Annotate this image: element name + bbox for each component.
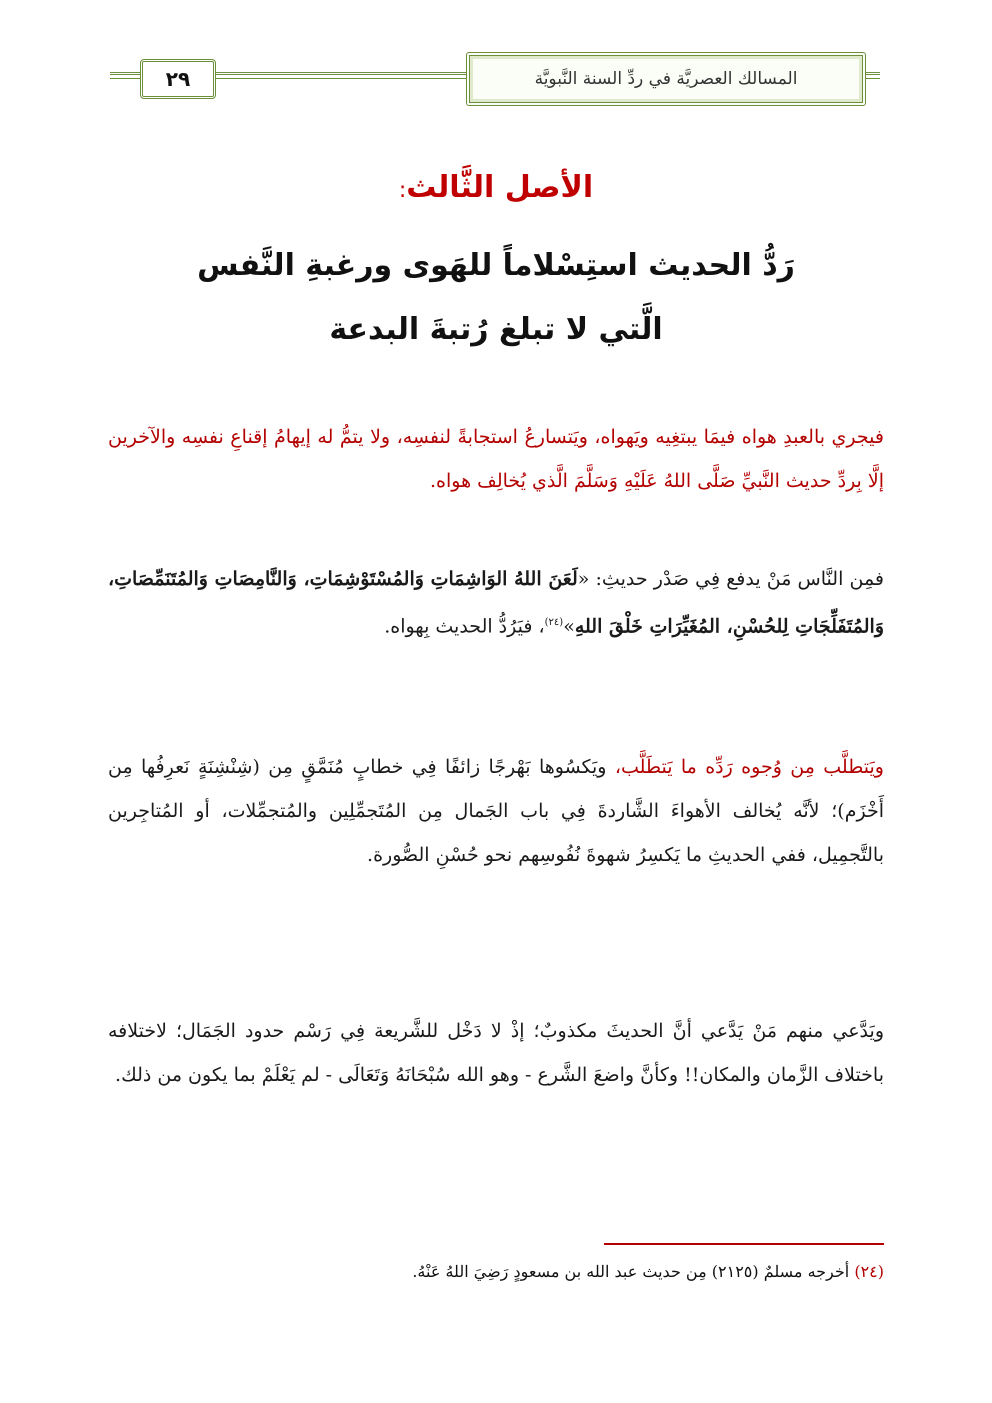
- paragraph-3-highlight: ويَتطلَّب مِن وُجوه رَدِّه ما يَتطَلَّب،: [614, 756, 884, 778]
- chapter-title-line2: الَّتي لا تبلغ رُتبةَ البدعة: [329, 312, 663, 347]
- page-header: [110, 50, 880, 100]
- chapter-title-line1: رَدُّ الحديث استِسْلاماً للهَوى ورغبةِ النَّفس: [197, 248, 795, 283]
- footnote: [412, 1262, 884, 1281]
- section-label: الأصل الثَّالث: [406, 170, 594, 205]
- footnote-separator: [604, 1243, 884, 1245]
- paragraph-2-end: ، فيَرُدُّ الحديث بِهواه.: [384, 615, 545, 638]
- footnote-number: (٢٤): [854, 1262, 884, 1281]
- paragraph-3-text: ويَكسُوها بَهْرجًا زائفًا فِي خطابٍ مُنَمَّقٍ مِن (شِنْشِنَةٍ نَعرِفُها مِن أَخْزَم)؛ لأنَّه يُخالف الأهواءَ الشَّاردةَ فِي باب الجَمال مِن المُتَجمِّلِين والمُتجمِّلات، أو المُتاجِرين بالتَّجمِيل، ففي الحديثِ ما يَكسِرُ شهوةَ نُفُوسِهم نحو حُسْنِ الصُّورة.: [108, 756, 884, 866]
- paragraph-4: ويَدَّعي منهم مَنْ يَدَّعي أنَّ الحديثَ مكذوبٌ؛ إذْ لا دَخْل للشَّريعة فِي رَسْم حدود الجَمَال؛ لاختلافه باختلاف الزَّمان والمكان!! وكأنَّ واضعَ الشَّرع - وهو الله سُبْحَانَهُ وَتَعَالَى - لم يَعْلَمْ بما يكون من ذلك.: [108, 1020, 884, 1086]
- quote-close: »: [563, 615, 575, 638]
- footnote-text: أخرجه مسلمٌ (٢١٢٥) مِن حديث عبد الله بن مسعودٍ رَضِيَ اللهُ عَنْهُ.: [412, 1262, 850, 1281]
- paragraph-3: [108, 745, 884, 877]
- header-rule: [208, 72, 470, 75]
- paragraph-2-intro: فمِن النَّاس مَنْ يدفع فِي صَدْر حديثِ: «: [577, 568, 885, 590]
- paragraph-2: [108, 557, 884, 648]
- hadith-quote: لَعَنَ اللهُ الوَاشِمَاتِ وَالمُسْتَوْشِمَاتِ، وَالنَّامِصَاتِ وَالمُتَنَمِّصَاتِ، وَالمُتَفَلِّجَاتِ لِلحُسْنِ، المُغَيِّرَاتِ خَلْقَ اللهِ: [108, 568, 884, 638]
- paragraph-1: فيجري بالعبدِ هواه فيمَا يبتغِيه ويَهواه، ويَتسارعُ استجابةً لنفسِه، ولا يتمُّ له إيهامُ إقناعِ نفسِه والآخرين إلَّا بِردِّ حديث النَّبيِّ صَلَّى اللهُ عَلَيْهِ وَسَلَّمَ الَّذي يُخالِف هواه.: [108, 426, 884, 492]
- section-colon: :: [398, 178, 407, 203]
- footnote-ref[interactable]: (٢٤): [544, 617, 564, 628]
- section-heading: [0, 170, 992, 205]
- page-number: ٢٩: [140, 59, 216, 99]
- running-title: المسالك العصريَّة في ردِّ السنة النَّبويَّة: [466, 52, 866, 106]
- header-rule: [208, 78, 470, 79]
